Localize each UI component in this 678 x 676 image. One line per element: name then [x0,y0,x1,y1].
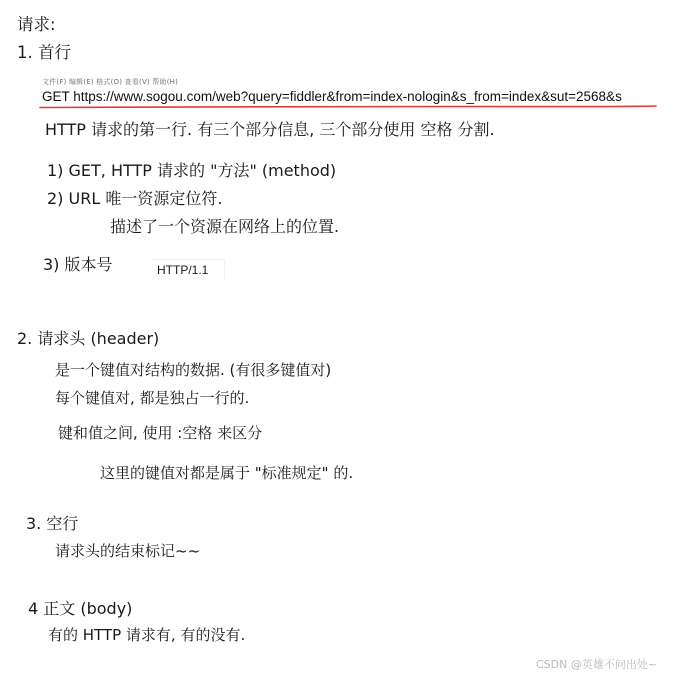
section-1-description: HTTP 请求的第一行. 有三个部分信息, 三个部分使用 空格 分割. [45,120,495,139]
section-3-title: 3. 空行 [26,514,79,533]
version-value: HTTP/1.1 [157,263,209,277]
empty-line-description: 请求头的结束标记~~ [55,542,201,560]
section-1-title: 1. 首行 [17,43,71,62]
notepad-menu-bar: 文件(F) 编辑(E) 格式(O) 查看(V) 帮助(H) [42,78,179,86]
first-line-item-url: 2) URL 唯一资源定位符. [47,189,223,208]
section-2-title: 2. 请求头 (header) [17,329,160,348]
csdn-watermark: CSDN @英雄不问出处~ [536,658,658,671]
header-line-2: 每个键值对, 都是独占一行的. [55,389,250,407]
request-line-url: GET https://www.sogou.com/web?query=fiddler&from=index-nologin&s_from=index&sut=2568&s [42,89,622,104]
first-line-item-url-detail: 描述了一个资源在网络上的位置. [110,217,340,236]
header-line-1: 是一个键值对结构的数据. (有很多键值对) [55,361,332,379]
header-line-3: 键和值之间, 使用 :空格 来区分 [58,424,263,442]
header-line-4: 这里的键值对都是属于 "标准规定" 的. [100,464,354,482]
first-line-item-version: 3) 版本号 [43,255,113,274]
page-heading: 请求: [17,15,56,34]
body-description: 有的 HTTP 请求有, 有的没有. [48,626,246,644]
first-line-item-method: 1) GET, HTTP 请求的 "方法" (method) [47,161,337,180]
section-4-title: 4 正文 (body) [28,599,133,618]
